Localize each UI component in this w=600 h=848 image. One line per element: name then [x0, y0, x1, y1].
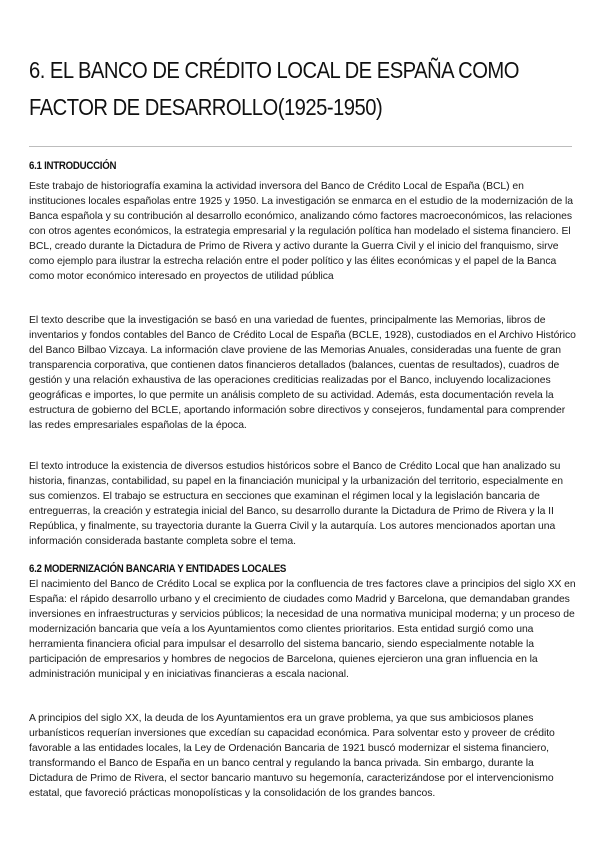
paragraph: El texto describe que la investigación se basó en una variedad de fuentes, principalmente las Memorias, libros de inventarios y fondos contables del Banco de Crédito Local de España (BCLE, 1928), custodiados en el Archivo Histórico del Banco Bilbao Vizcaya. La información clave proviene de las Memorias Anuales, consideradas una fuente de gran transparencia corporativa, que contienen datos financieros detallados (balances, cuentas de resultados), cuadros de gestión y una relación exhaustiva de las operaciones crediticias realizadas por el Banco, incluyendo localizaciones geográficas e importes, lo que permite un análisis completo de su actividad. Además, esta documentación revela la estructura de gobierno del BCLE, aportando información sobre directivos y consejeros, fundamental para comprender las redes empresariales españolas de la época. [29, 315, 576, 431]
paragraph: A principios del siglo XX, la deuda de los Ayuntamientos era un grave problema, ya que sus ambiciosos planes urbanísticos requerían inversiones que excedían su capacidad económica. Para solventar esto y proveer de crédito favorable a las entidades locales, la Ley de Ordenación Bancaria de 1921 buscó modernizar el sistema financiero, transformando el Banco de España en un banco central y regulando la banca privada. Sin embargo, durante la Dictadura de Primo de Rivera, el sector bancario mantuvo su hegemonía, caracterizándose por el intervencionismo estatal, que favoreció prácticas monopolísticas y la consolidación de los grandes bancos. [29, 713, 555, 799]
paragraph: El texto introduce la existencia de diversos estudios históricos sobre el Banco de Crédito Local que han analizado su historia, finanzas, contabilidad, su papel en la financiación municipal y la urbanización del territorio, especialmente en sus comienzos. El trabajo se estructura en secciones que examinan el régimen local y la legislación bancaria de entreguerras, la creación y estrategia inicial del Banco, su desarrollo durante la Dictadura de Primo de Rivera y la II República, y finalmente, su trayectoria durante la Guerra Civil y la autarquía. Los autores mencionados aportan una información considerada bastante completa sobre el tema. [29, 461, 563, 547]
section-heading-introduccion: 6.1 INTRODUCCIÓN [29, 160, 117, 172]
section-heading-modernizacion: 6.2 MODERNIZACIÓN BANCARIA Y ENTIDADES LOCALES [29, 563, 287, 575]
title-divider [29, 146, 572, 147]
paragraph: El nacimiento del Banco de Crédito Local se explica por la confluencia de tres factores clave a principios del siglo XX en España: el rápido desarrollo urbano y el crecimiento de ciudades como Madrid y Barcelona, que demandaban grandes inversiones en infraestructuras y servicios públicos; la necesidad de una normativa municipal moderna; y un proceso de modernización bancaria que veía a los Ayuntamientos como clientes prioritarios. Esta entidad surgió como una herramienta financiera oficial para impulsar el desarrollo del sistema bancario, siendo especialmente notable la participación de empresarios y hombres de negocios de Barcelona, quienes ejercieron una gran influencia en la administración municipal y en iniciativas financieras a escala nacional. [29, 579, 576, 680]
paragraph: Este trabajo de historiografía examina la actividad inversora del Banco de Crédito Local de España (BCL) en instituciones locales españolas entre 1925 y 1950. La investigación se enmarca en el estudio de la modernización de la Banca española y su contribución al desarrollo económico, analizando cómo factores macroeconómicos, las relaciones con otros agentes económicos, la estrategia empresarial y la regulación política han modelado el sistema financiero. El BCL, creado durante la Dictadura de Primo de Rivera y activo durante la Guerra Civil y el inicio del franquismo, sirve como ejemplo para ilustrar la estrecha relación entre el poder político y las élites económicas y el papel de la Banca como motor económico interesado en proyectos de utilidad pública [29, 181, 573, 282]
document-title: 6. EL BANCO DE CRÉDITO LOCAL DE ESPAÑA COMO FACTOR DE DESARROLLO(1925-1950) [29, 57, 519, 120]
